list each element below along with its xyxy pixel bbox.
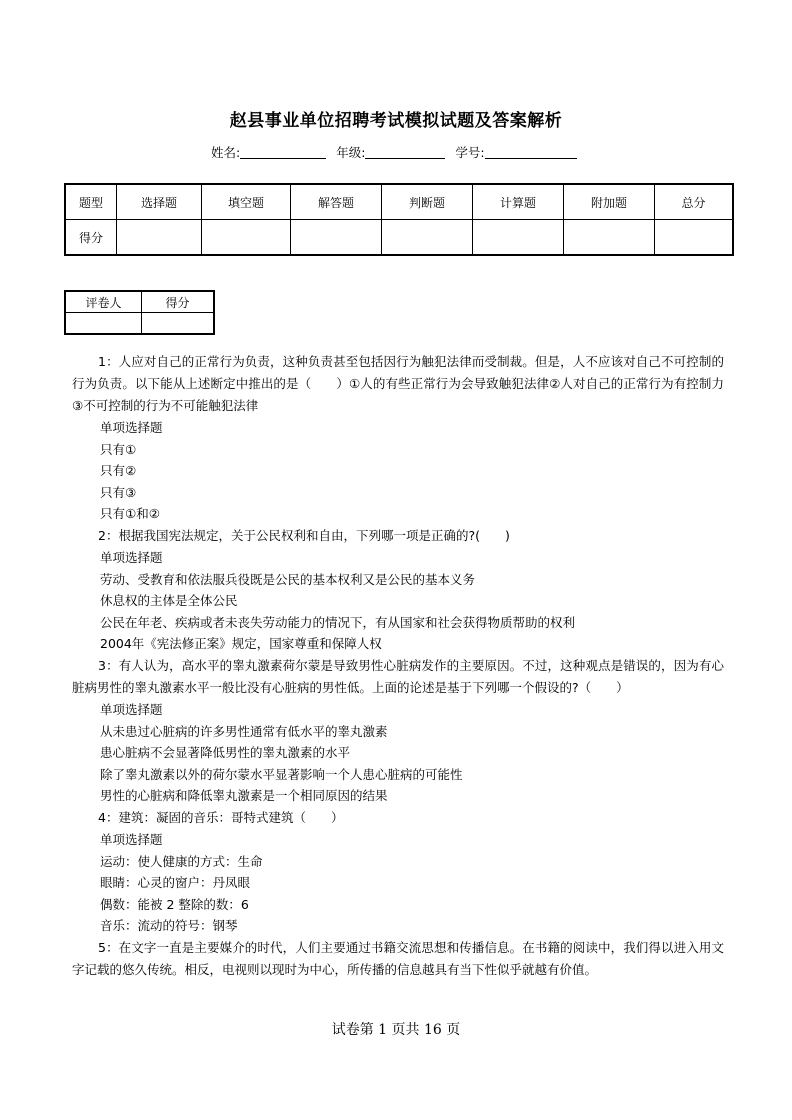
answer-option: 劳动、受教育和依法服兵役既是公民的基本权利又是公民的基本义务	[100, 571, 476, 587]
score-row-label: 得分	[65, 220, 117, 256]
question-text: 5：在文字一直是主要媒介的时代，人们主要通过书籍交流思想和传播信息。在书籍的阅读中，我们得以进入用文字记载的悠久传统。相反，电视则以现时为中心，所传播的信息越具有当下性似乎就越有价值。	[72, 939, 724, 977]
answer-option: 只有①	[100, 441, 137, 457]
answer-option: 除了睾丸激素以外的荷尔蒙水平显著影响一个人患心脏病的可能性	[100, 766, 463, 782]
reviewer-cell	[65, 313, 142, 335]
name-blank	[240, 146, 326, 159]
answer-option: 公民在年老、疾病或者未丧失劳动能力的情况下，有从国家和社会获得物质帮助的权利	[100, 614, 576, 630]
question-type: 单项选择题	[100, 420, 163, 435]
question-type: 单项选择题	[100, 549, 163, 565]
reviewer-cell	[142, 313, 215, 335]
id-blank	[485, 146, 577, 159]
answer-option: 运动：使人健康的方式：生命	[100, 853, 263, 869]
question-5	[72, 937, 724, 981]
id-label: 学号:	[455, 145, 485, 160]
question-type: 单项选择题	[100, 701, 163, 717]
answer-option: 休息权的主体是全体公民	[100, 593, 238, 609]
answer-option: 只有③	[100, 484, 137, 500]
question-3	[72, 655, 724, 807]
grade-blank	[365, 146, 445, 159]
question-2	[72, 525, 724, 655]
score-table-score-row	[65, 220, 733, 256]
question-text: 1：人应对自己的正常行为负责，这种负责甚至包括因行为触犯法律而受制裁。但是，人不应该对自己不可控制的行为负责。以下能从上述断定中推出的是（ ）①人的有些正常行为会导致触犯法律②人对自己的正常行为有控制力③不可控制的行为不可能触犯法律	[72, 354, 724, 413]
score-cell	[291, 220, 382, 256]
answer-option: 偶数：能被 2 整除的数：6	[100, 896, 249, 912]
answer-option: 眼睛：心灵的窗户：丹凤眼	[100, 875, 251, 891]
score-cell	[655, 220, 734, 256]
question-1	[72, 351, 724, 525]
question-type: 单项选择题	[100, 831, 163, 847]
page-footer: 试卷第 1 页共 16 页	[331, 1022, 461, 1038]
grade-label: 年级:	[336, 145, 366, 160]
score-header-cell: 题型	[65, 184, 117, 220]
answer-option: 只有②	[100, 463, 137, 479]
score-table	[64, 183, 734, 256]
student-info-line	[211, 143, 577, 161]
reviewer-table	[64, 290, 215, 335]
score-cell	[382, 220, 473, 256]
score-header-cell: 附加题	[564, 184, 655, 220]
score-cell	[202, 220, 291, 256]
question-text: 2：根据我国宪法规定，关于公民权利和自由，下列哪一项是正确的?( )	[98, 527, 510, 543]
answer-option: 患心脏病不会显著降低男性的睾丸激素的水平	[100, 745, 351, 761]
page-title: 赵县事业单位招聘考试模拟试题及答案解析	[229, 111, 563, 131]
answer-option: 音乐：流动的符号：钢琴	[100, 918, 238, 934]
score-table-header-row	[65, 184, 733, 220]
score-header-cell: 填空题	[202, 184, 291, 220]
score-header-cell: 解答题	[291, 184, 382, 220]
question-list	[72, 351, 724, 981]
answer-option: 只有①和②	[100, 506, 160, 522]
reviewer-header-cell: 评卷人	[65, 291, 142, 313]
score-header-cell: 计算题	[473, 184, 564, 220]
score-cell	[473, 220, 564, 256]
answer-option: 男性的心脏病和降低睾丸激素是一个相同原因的结果	[100, 788, 388, 804]
reviewer-header-row	[65, 291, 214, 313]
reviewer-header-cell: 得分	[142, 291, 215, 313]
answer-option: 从未患过心脏病的许多男性通常有低水平的睾丸激素	[100, 723, 388, 739]
score-header-cell: 选择题	[117, 184, 202, 220]
answer-option: 2004年《宪法修正案》规定，国家尊重和保障人权	[100, 636, 382, 652]
reviewer-blank-row	[65, 313, 214, 335]
score-header-cell: 总分	[655, 184, 734, 220]
question-4	[72, 807, 724, 937]
score-cell	[564, 220, 655, 256]
score-header-cell: 判断题	[382, 184, 473, 220]
question-text: 4：建筑：凝固的音乐：哥特式建筑（ ）	[98, 809, 344, 825]
question-text: 3：有人认为，高水平的睾丸激素荷尔蒙是导致男性心脏病发作的主要原因。不过，这种观点是错误的，因为有心脏病男性的睾丸激素水平一般比没有心脏病的男性低。上面的论述是基于下列哪一个假设的?（ ）	[72, 657, 724, 695]
score-cell	[117, 220, 202, 256]
name-label: 姓名:	[211, 145, 241, 160]
